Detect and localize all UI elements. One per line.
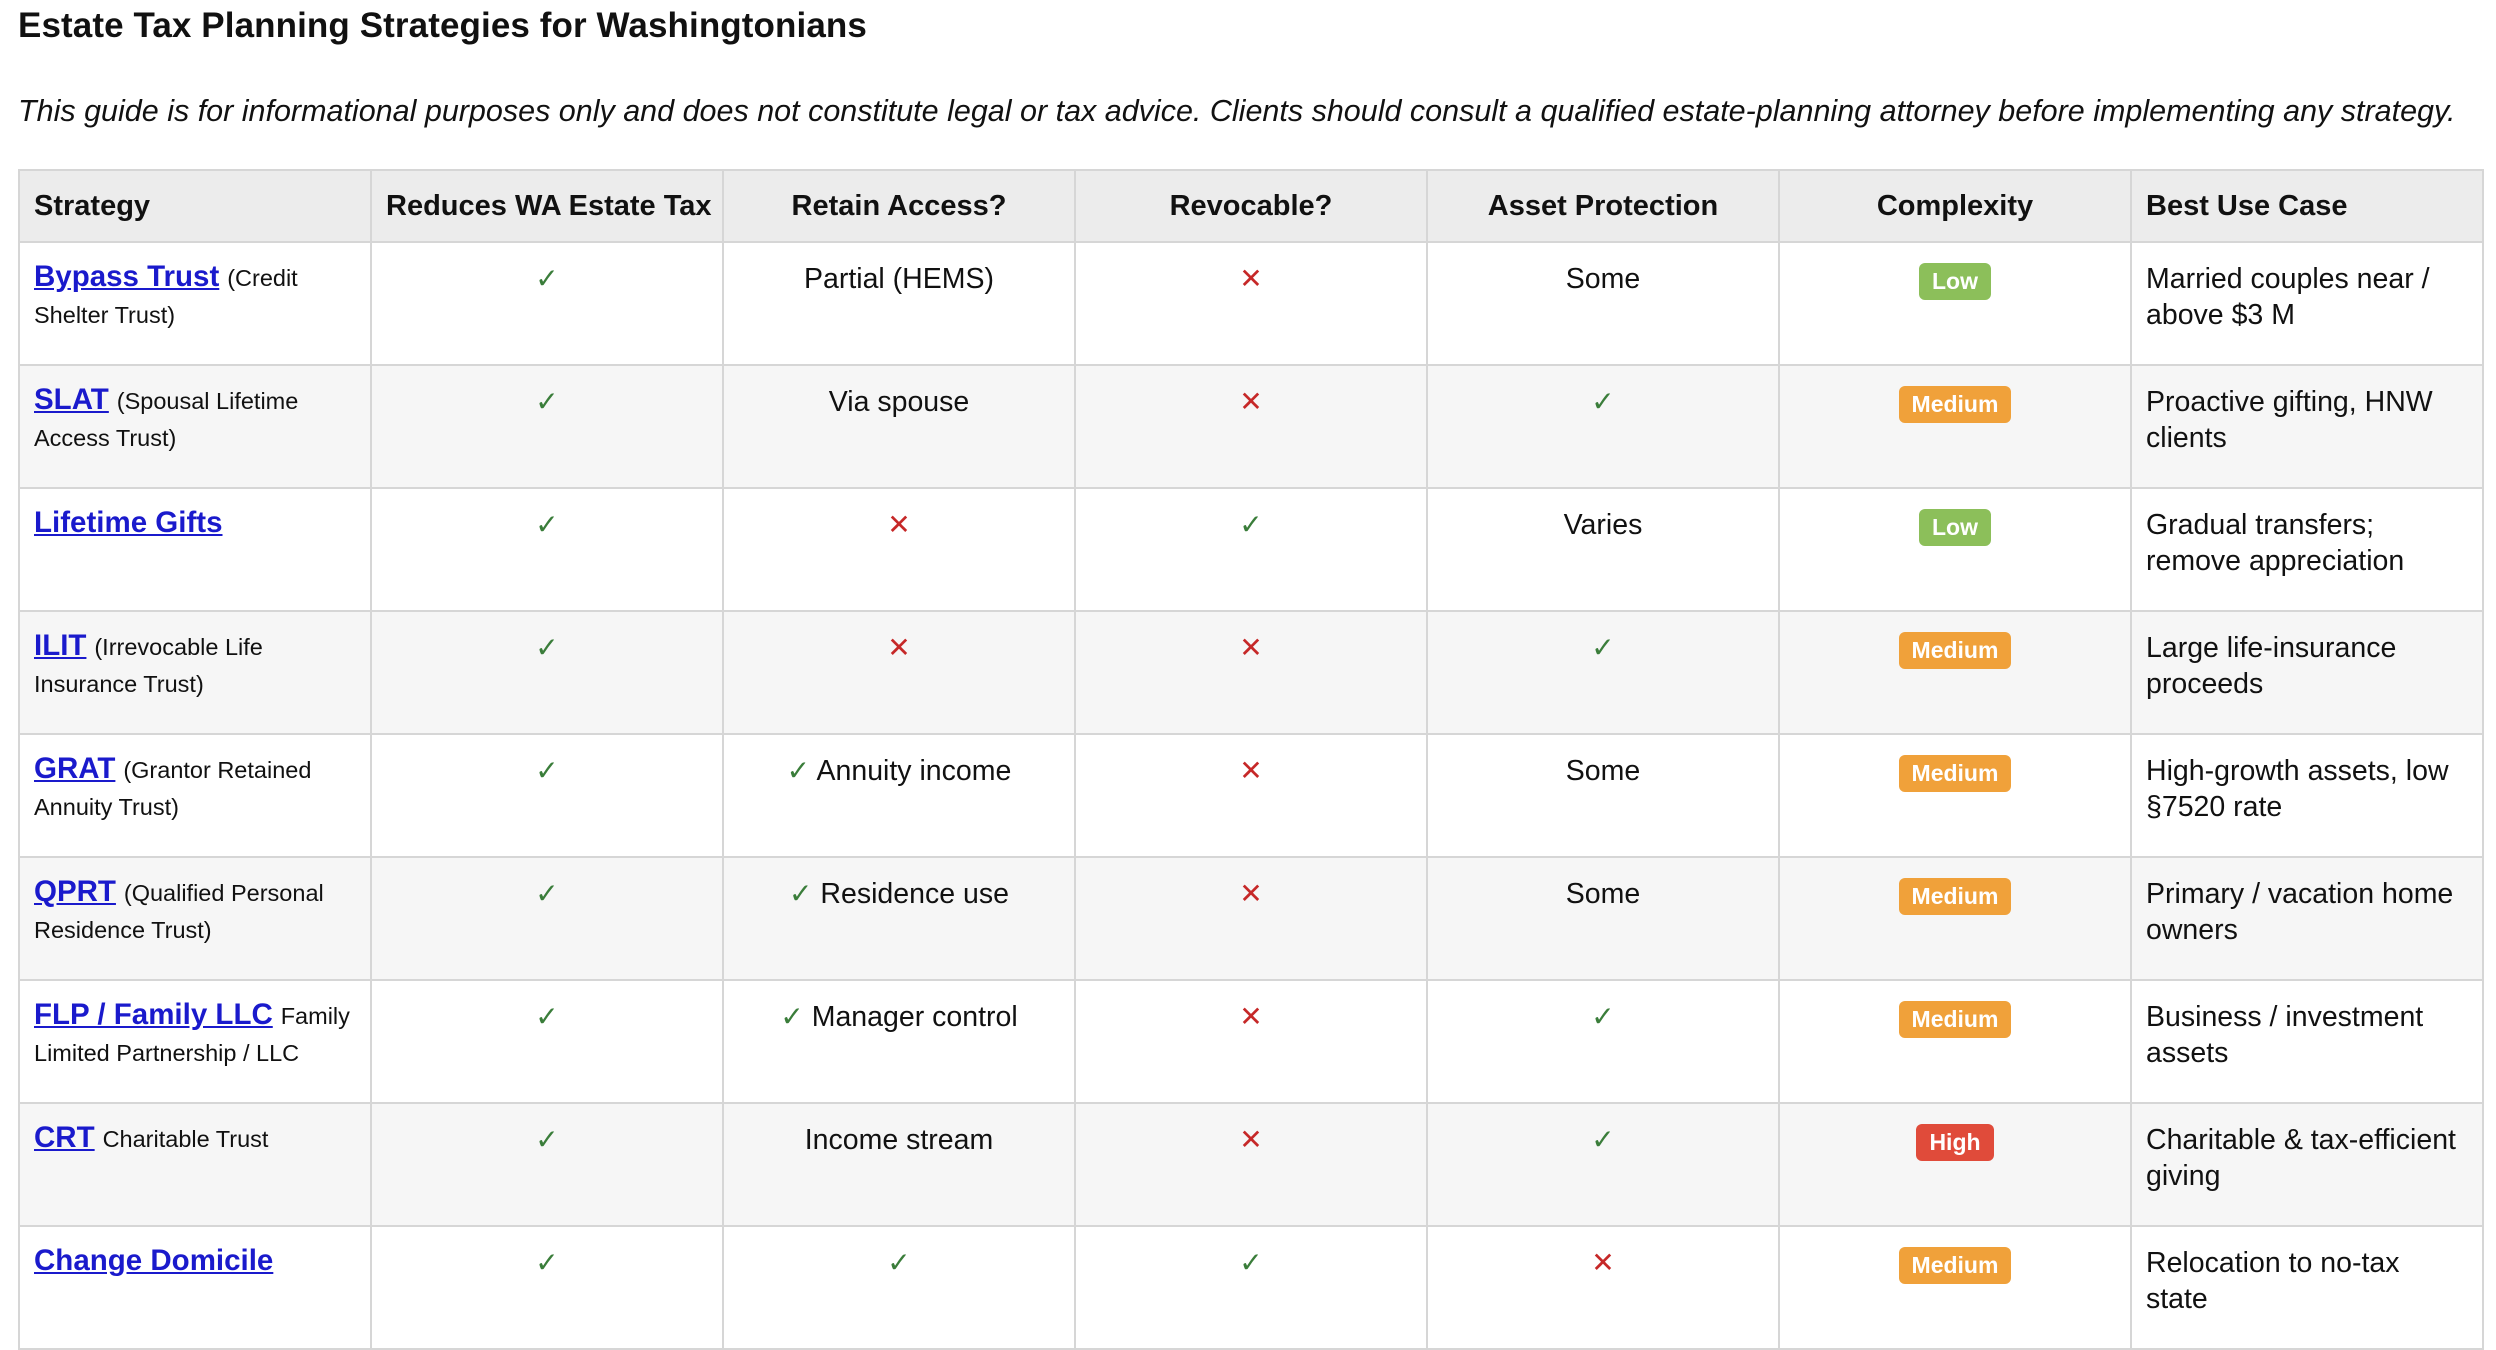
retain-access-cell — [723, 242, 1075, 365]
complexity-badge: Low — [1919, 509, 1991, 546]
check-icon: ✓ — [1239, 509, 1263, 540]
complexity-cell — [1779, 1226, 2131, 1349]
strategy-cell — [19, 242, 371, 365]
header-complexity: Complexity — [1779, 170, 2131, 242]
cell-text: Via spouse — [828, 386, 970, 418]
table-row — [19, 734, 2483, 857]
revocable-cell — [1075, 365, 1427, 488]
strategy-link[interactable]: GRAT — [34, 752, 116, 785]
complexity-badge: High — [1916, 1124, 1993, 1161]
complexity-badge: Low — [1919, 263, 1991, 300]
strategy-cell — [19, 1103, 371, 1226]
complexity-badge: Medium — [1899, 878, 2012, 915]
cell-text: Income stream — [804, 1124, 994, 1156]
complexity-badge: Medium — [1899, 1247, 2012, 1284]
header-best-use-case: Best Use Case — [2131, 170, 2483, 242]
strategy-link[interactable]: Lifetime Gifts — [34, 506, 223, 539]
reduces-tax-cell — [371, 1103, 723, 1226]
cell-text: Some — [1565, 755, 1641, 787]
strategy-link[interactable]: ILIT — [34, 629, 87, 662]
table-row — [19, 980, 2483, 1103]
cell-text: Manager control — [811, 1001, 1018, 1033]
asset-protection-cell — [1427, 611, 1779, 734]
revocable-cell — [1075, 488, 1427, 611]
complexity-cell — [1779, 242, 2131, 365]
reduces-tax-cell — [371, 611, 723, 734]
strategy-description: (Qualified Personal Residence Trust) — [34, 880, 324, 943]
reduces-tax-cell — [371, 365, 723, 488]
cross-icon: ✕ — [1239, 878, 1263, 909]
best-use-case-cell: Primary / vacation home owners — [2131, 857, 2483, 980]
check-icon: ✓ — [887, 1247, 911, 1278]
revocable-cell — [1075, 734, 1427, 857]
asset-protection-cell — [1427, 488, 1779, 611]
strategy-cell — [19, 857, 371, 980]
reduces-tax-cell — [371, 980, 723, 1103]
cross-icon: ✕ — [1239, 1001, 1263, 1032]
table-row — [19, 488, 2483, 611]
cross-icon: ✕ — [887, 632, 911, 663]
check-icon: ✓ — [1591, 1001, 1615, 1032]
header-revocable: Revocable? — [1075, 170, 1427, 242]
table-row — [19, 1226, 2483, 1349]
strategy-description: (Grantor Retained Annuity Trust) — [34, 757, 312, 820]
disclaimer: This guide is for informational purposes only and does not constitute legal or tax advice. Clients should consult a qualified estate-planning attorney before implementing any strategy. — [18, 94, 2456, 128]
strategy-cell — [19, 365, 371, 488]
table-row — [19, 611, 2483, 734]
cell-text: Annuity income — [816, 755, 1012, 787]
cross-icon: ✕ — [1239, 755, 1263, 786]
cross-icon: ✕ — [1591, 1247, 1615, 1278]
strategy-link[interactable]: SLAT — [34, 383, 109, 416]
strategy-description: (Credit Shelter Trust) — [34, 265, 298, 328]
cell-text: Residence use — [820, 878, 1009, 910]
cell-text: Some — [1565, 263, 1641, 295]
complexity-cell — [1779, 365, 2131, 488]
best-use-case-cell: Large life-insurance proceeds — [2131, 611, 2483, 734]
reduces-tax-cell — [371, 242, 723, 365]
complexity-cell — [1779, 980, 2131, 1103]
check-icon: ✓ — [1591, 386, 1615, 417]
retain-access-cell — [723, 611, 1075, 734]
complexity-cell — [1779, 1103, 2131, 1226]
retain-access-cell — [723, 857, 1075, 980]
check-icon: ✓ — [535, 1124, 559, 1155]
strategy-table — [18, 169, 2484, 1350]
best-use-case-cell: Business / investment assets — [2131, 980, 2483, 1103]
header-asset-protection: Asset Protection — [1427, 170, 1779, 242]
check-icon: ✓ — [535, 1001, 559, 1032]
revocable-cell — [1075, 980, 1427, 1103]
reduces-tax-cell — [371, 857, 723, 980]
strategy-link[interactable]: FLP / Family LLC — [34, 998, 273, 1031]
strategy-link[interactable]: Change Domicile — [34, 1244, 274, 1277]
cross-icon: ✕ — [1239, 632, 1263, 663]
strategy-cell — [19, 1226, 371, 1349]
complexity-cell — [1779, 734, 2131, 857]
strategy-link[interactable]: QPRT — [34, 875, 116, 908]
check-icon: ✓ — [1591, 632, 1615, 663]
check-icon: ✓ — [535, 755, 559, 786]
revocable-cell — [1075, 242, 1427, 365]
strategy-cell — [19, 980, 371, 1103]
check-icon: ✓ — [535, 263, 559, 294]
best-use-case-cell: High-growth assets, low §7520 rate — [2131, 734, 2483, 857]
complexity-badge: Medium — [1899, 632, 2012, 669]
complexity-cell — [1779, 611, 2131, 734]
check-icon: ✓ — [535, 878, 559, 909]
strategy-description: Family Limited Partnership / LLC — [34, 1003, 350, 1066]
check-icon: ✓ — [535, 632, 559, 663]
header-strategy: Strategy — [19, 170, 371, 242]
best-use-case-cell: Proactive gifting, HNW clients — [2131, 365, 2483, 488]
retain-access-cell — [723, 734, 1075, 857]
page-title: Estate Tax Planning Strategies for Washingtonians — [18, 6, 867, 45]
strategy-description: (Irrevocable Life Insurance Trust) — [34, 634, 263, 697]
check-icon: ✓ — [535, 386, 559, 417]
strategy-link[interactable]: Bypass Trust — [34, 260, 220, 293]
asset-protection-cell — [1427, 242, 1779, 365]
check-icon: ✓ — [535, 1247, 559, 1278]
retain-access-cell — [723, 1226, 1075, 1349]
check-icon: ✓ — [786, 755, 811, 786]
retain-access-cell — [723, 980, 1075, 1103]
table-body — [19, 242, 2483, 1349]
cross-icon: ✕ — [887, 509, 911, 540]
asset-protection-cell — [1427, 1226, 1779, 1349]
revocable-cell — [1075, 1226, 1427, 1349]
check-icon: ✓ — [535, 509, 559, 540]
complexity-badge: Medium — [1899, 386, 2012, 423]
strategy-cell — [19, 734, 371, 857]
table-row — [19, 365, 2483, 488]
header-retain-access: Retain Access? — [723, 170, 1075, 242]
cross-icon: ✕ — [1239, 263, 1263, 294]
table-row — [19, 242, 2483, 365]
complexity-cell — [1779, 857, 2131, 980]
asset-protection-cell — [1427, 857, 1779, 980]
revocable-cell — [1075, 611, 1427, 734]
check-icon: ✓ — [1591, 1124, 1615, 1155]
complexity-cell — [1779, 488, 2131, 611]
strategy-description: (Spousal Lifetime Access Trust) — [34, 388, 299, 451]
reduces-tax-cell — [371, 488, 723, 611]
complexity-badge: Medium — [1899, 755, 2012, 792]
check-icon: ✓ — [789, 878, 813, 909]
table-header-row — [19, 170, 2483, 242]
complexity-badge: Medium — [1899, 1001, 2012, 1038]
revocable-cell — [1075, 1103, 1427, 1226]
check-icon: ✓ — [1239, 1247, 1263, 1278]
check-icon: ✓ — [780, 1001, 804, 1032]
retain-access-cell — [723, 488, 1075, 611]
reduces-tax-cell — [371, 734, 723, 857]
table-row — [19, 857, 2483, 980]
retain-access-cell — [723, 365, 1075, 488]
strategy-cell — [19, 488, 371, 611]
asset-protection-cell — [1427, 980, 1779, 1103]
strategy-description: Charitable Trust — [102, 1126, 269, 1152]
header-reduces-tax: Reduces WA Estate Tax — [371, 170, 723, 242]
table-row — [19, 1103, 2483, 1226]
cell-text: Varies — [1563, 509, 1643, 541]
cross-icon: ✕ — [1239, 1124, 1263, 1155]
strategy-link[interactable]: CRT — [34, 1121, 95, 1154]
reduces-tax-cell — [371, 1226, 723, 1349]
asset-protection-cell — [1427, 734, 1779, 857]
best-use-case-cell: Charitable & tax-efficient giving — [2131, 1103, 2483, 1226]
cross-icon: ✕ — [1239, 386, 1263, 417]
revocable-cell — [1075, 857, 1427, 980]
asset-protection-cell — [1427, 1103, 1779, 1226]
strategy-cell — [19, 611, 371, 734]
best-use-case-cell: Relocation to no-tax state — [2131, 1226, 2483, 1349]
cell-text: Some — [1565, 878, 1641, 910]
best-use-case-cell: Gradual transfers; remove appreciation — [2131, 488, 2483, 611]
asset-protection-cell — [1427, 365, 1779, 488]
best-use-case-cell: Married couples near / above $3 M — [2131, 242, 2483, 365]
retain-access-cell — [723, 1103, 1075, 1226]
cell-text: Partial (HEMS) — [803, 263, 995, 295]
